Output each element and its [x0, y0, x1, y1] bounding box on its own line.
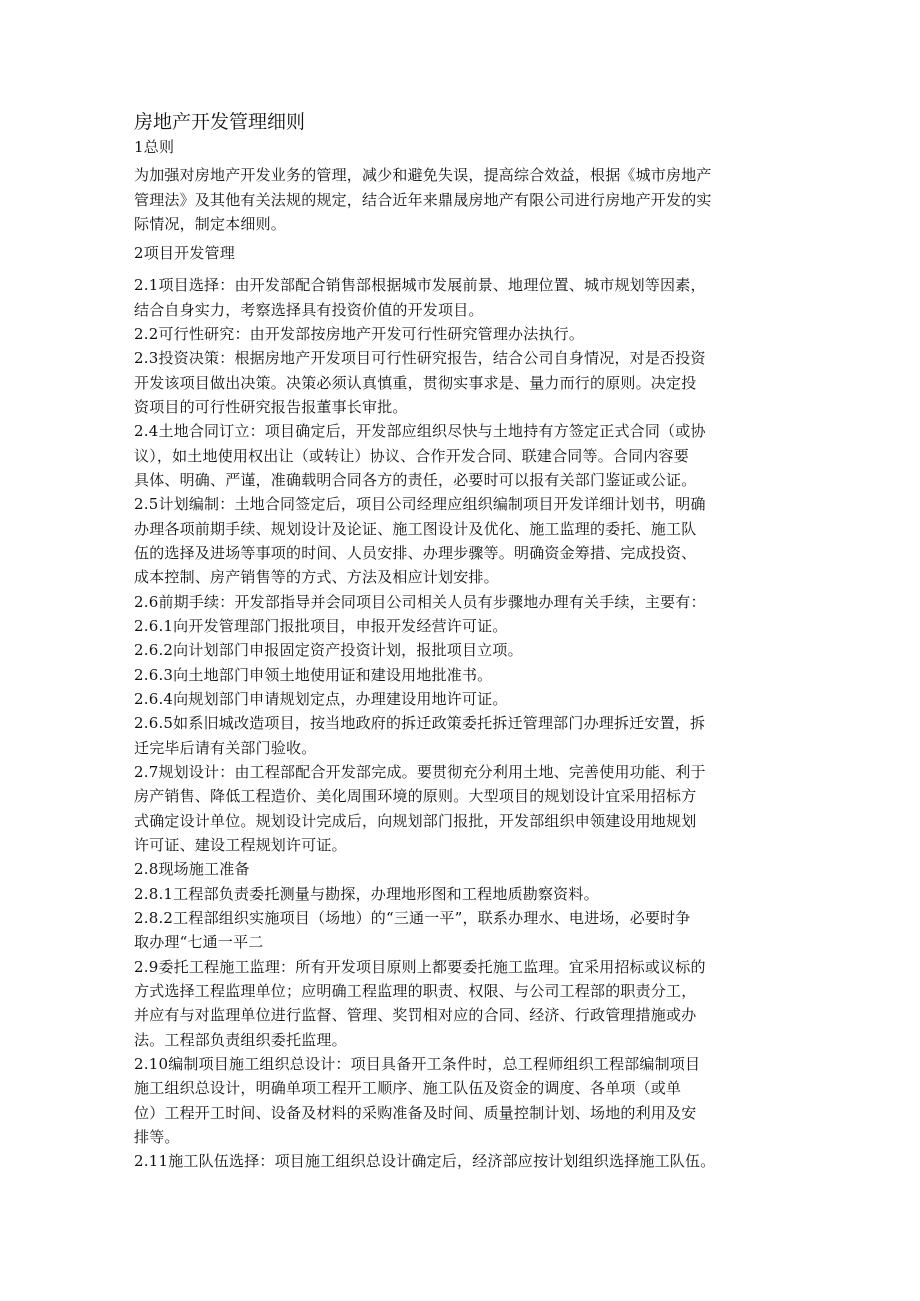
paragraph-line: 2.3投资决策：根据房地产开发项目可行性研究报告，结合公司自身情况，对是否投资 [134, 349, 706, 367]
paragraph-line: 迁完毕后请有关部门验收。 [134, 739, 317, 757]
paragraph-line: 伍的选择及进场等事项的时间、人员安排、办理步骤等。明确资金筹措、完成投资、 [134, 544, 697, 562]
paragraph-line: 成本控制、房产销售等的方式、方法及相应计划安排。 [134, 568, 499, 586]
paragraph-line: 议），如土地使用权出让（或转让）协议、合作开发合同、联建合同等。合同内容要 [134, 447, 689, 465]
paragraph-line: 2.1项目选择：由开发部配合销售部根据城市发展前景、地理位置、城市规划等因素， [134, 276, 706, 294]
paragraph-line: 2.7规划设计：由工程部配合开发部完成。要贯彻充分利用土地、完善使用功能、利于 [134, 763, 706, 781]
paragraph-line: 法。工程部负责组织委托监理。 [134, 1031, 347, 1049]
paragraph-line: 并应有与对监理单位进行监督、管理、奖罚相对应的合同、经济、行政管理措施或办 [134, 1006, 697, 1024]
paragraph-line: 位）工程开工时间、设备及材料的采购准备及时间、质量控制计划、场地的利用及安 [134, 1104, 697, 1122]
paragraph-line: 许可证、建设工程规划许可证。 [134, 836, 347, 854]
paragraph-line: 办理各项前期手续、规划设计及论证、施工图设计及优化、施工监理的委托、施工队 [134, 520, 697, 538]
paragraph-line: 资项目的可行性研究报告报董事长审批。 [134, 398, 408, 416]
paragraph-line: 2.6.3向土地部门申领土地使用证和建设用地批准书。 [134, 666, 493, 684]
paragraph-line: 施工组织总设计，明确单项工程开工顺序、施工队伍及资金的调度、各单项（或单 [134, 1079, 682, 1097]
paragraph-line: 2.8.1工程部负责委托测量与勘探，办理地形图和工程地质勘察资料。 [134, 885, 599, 903]
paragraph-line: 管理法》及其他有关法规的规定，结合近年来鼎晟房地产有限公司进行房地产开发的实 [134, 191, 712, 209]
paragraph-line: 2.8.2工程部组织实施项目（场地）的“三通一平”，联系办理水、电进场，必要时争 [134, 909, 691, 927]
paragraph-line: 取办理“七通一平二 [134, 933, 264, 951]
paragraph-line: 2.9委托工程施工监理：所有开发项目原则上都要委托施工监理。宜采用招标或议标的 [134, 958, 706, 976]
paragraph-line: 2.6.5如系旧城改造项目，按当地政府的拆迁政策委托拆迁管理部门办理拆迁安置，拆 [134, 714, 706, 732]
section-heading-general: 1总则 [134, 138, 175, 156]
paragraph-line: 2.11施工队伍选择：项目施工组织总设计确定后，经济部应按计划组织选择施工队伍。 [134, 1152, 716, 1170]
section-heading-site-prep: 2.8现场施工准备 [134, 860, 250, 878]
paragraph-line: 结合自身实力，考察选择具有投资价值的开发项目。 [134, 301, 484, 319]
paragraph-line: 2.5计划编制：土地合同签定后，项目公司经理应组织编制项目开发详细计划书，明确 [134, 495, 706, 513]
paragraph-line: 2.6前期手续：开发部指导并会同项目公司相关人员有步骤地办理有关手续，主要有： [134, 593, 706, 611]
paragraph-line: 开发该项目做出决策。决策必须认真慎重，贯彻实事求是、量力而行的原则。决定投 [134, 374, 697, 392]
paragraph-line: 2.6.1向开发管理部门报批项目，申报开发经营许可证。 [134, 617, 508, 635]
paragraph-line: 2.2可行性研究：由开发部按房地产开发可行性研究管理办法执行。 [134, 325, 585, 343]
paragraph-line: 际情况，制定本细则。 [134, 215, 287, 233]
paragraph-line: 具体、明确、严谨，准确载明合同各方的责任，必要时可以报有关部门鉴证或公证。 [134, 471, 697, 489]
section-heading-project: 2项目开发管理 [134, 244, 235, 262]
paragraph-line: 2.6.2向计划部门申报固定资产投资计划，报批项目立项。 [134, 641, 523, 659]
paragraph-line: 2.4土地合同订立：项目确定后，开发部应组织尽快与土地持有方签定正式合同（或协 [134, 422, 706, 440]
paragraph-line: 方式选择工程监理单位；应明确工程监理的职责、权限、与公司工程部的职责分工， [134, 982, 697, 1000]
paragraph-line: 2.6.4向规划部门申请规划定点，办理建设用地许可证。 [134, 690, 508, 708]
paragraph-line: 房产销售、降低工程造价、美化周围环境的原则。大型项目的规划设计宜采用招标方 [134, 787, 697, 805]
paragraph-line: 2.10编制项目施工组织总设计：项目具备开工条件时，总工程师组织工程部编制项目 [134, 1055, 701, 1073]
paragraph-line: 排等。 [134, 1128, 180, 1146]
paragraph-line: 式确定设计单位。规划设计完成后，向规划部门报批，开发部组织申领建设用地规划 [134, 812, 697, 830]
document-title: 房地产开发管理细则 [134, 111, 306, 133]
paragraph-line: 为加强对房地产开发业务的管理，减少和避免失误，提高综合效益，根据《城市房地产 [134, 166, 712, 184]
